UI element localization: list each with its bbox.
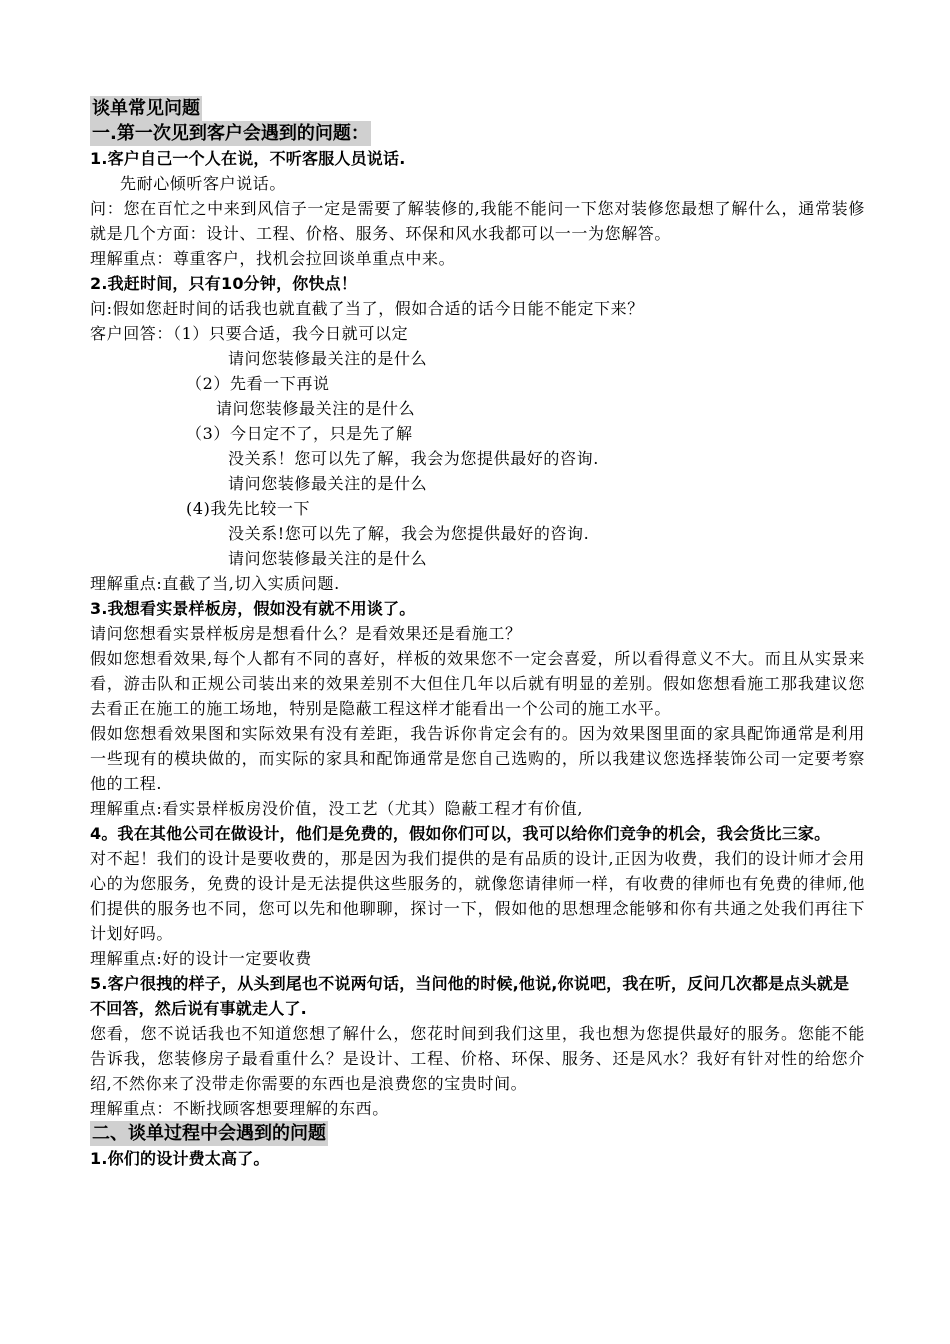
paragraph: 先耐心倾听客户说话。 — [120, 174, 287, 193]
section-2-question-1-title: 1.你们的设计费太高了。 — [90, 1149, 270, 1168]
document-title: 谈单常见问题 — [92, 98, 200, 119]
paragraph: 您看，您不说话我也不知道您想了解什么，您花时间到我们这里，我也想为您提供最好的服务。您能不能告诉我，您装修房子最看重什么？是设计、工程、价格、环保、服务、还是风水？我好有针对性的给您介绍,不然你来了没带走你需要的东西也是浪费您的宝贵时间。 — [90, 1024, 865, 1093]
paragraph: 假如您想看效果图和实际效果有没有差距，我告诉你肯定会有的。因为效果图里面的家具配饰通常是利用一些现有的模块做的，而实际的家具和配饰通常是您自己选购的，所以我建议您选择装饰公司一定要考察他的工程. — [90, 724, 865, 793]
key-point: 理解重点：尊重客户，找机会拉回谈单重点中来。 — [90, 249, 456, 268]
answer-line: 没关系！您可以先了解，我会为您提供最好的咨询. — [228, 449, 599, 468]
paragraph: 假如您想看效果,每个人都有不同的喜好，样板的效果您不一定会喜爱，所以看得意义不大。而且从实景来看，游击队和正规公司装出来的效果差别不大但住几年以后就有明显的差别。假如您想看施工那我建议您去看正在施工的施工场地，特别是隐蔽工程这样才能看出一个公司的施工水平。 — [90, 649, 865, 718]
question-3-title: 3.我想看实景样板房，假如没有就不用谈了。 — [90, 599, 416, 618]
question-2-title: 2.我赶时间，只有10分钟，你快点！ — [90, 274, 358, 293]
answer-line: 请问您装修最关注的是什么 — [228, 549, 428, 568]
section-1-heading: 一.第一次见到客户会遇到的问题： — [92, 123, 369, 144]
paragraph: 问：您在百忙之中来到风信子一定是需要了解装修的,我能不能问一下您对装修您最想了解什么，通常装修就是几个方面：设计、工程、价格、服务、环保和风水我都可以一一为您解答。 — [90, 199, 865, 243]
answer-line: 请问您装修最关注的是什么 — [228, 349, 428, 368]
key-point: 理解重点:好的设计一定要收费 — [90, 949, 312, 968]
key-point: 理解重点:看实景样板房没价值，没工艺（尤其）隐蔽工程才有价值, — [90, 799, 584, 818]
paragraph: 对不起！我们的设计是要收费的，那是因为我们提供的是有品质的设计,正因为收费，我们的设计师才会用心的为您服务，免费的设计是无法提供这些服务的，就像您请律师一样，有收费的律师也有免费的律师,他们提供的服务也不同，您可以先和他聊聊，探讨一下，假如他的思想理念能够和你有共通之处我们再往下计划好吗。 — [90, 849, 865, 943]
answer-option: (4)我先比较一下 — [186, 499, 311, 518]
customer-answer: 客户回答：（1）只要合适，我今日就可以定 — [90, 324, 409, 343]
key-point: 理解重点：不断找顾客想要理解的东西。 — [90, 1099, 389, 1118]
section-2-heading: 二、谈单过程中会遇到的问题 — [92, 1123, 326, 1144]
document-body — [90, 96, 865, 1171]
paragraph: 问:假如您赶时间的话我也就直截了当了，假如合适的话今日能不能定下来？ — [90, 299, 644, 318]
answer-option: （2）先看一下再说 — [186, 374, 330, 393]
answer-line: 请问您装修最关注的是什么 — [228, 474, 428, 493]
answer-option: （3）今日定不了，只是先了解 — [186, 424, 413, 443]
answer-line: 没关系!您可以先了解，我会为您提供最好的咨询. — [228, 524, 590, 543]
question-4-title: 4。我在其他公司在做设计，他们是免费的，假如你们可以，我可以给你们竞争的机会，我会货比三家。 — [90, 824, 831, 843]
key-point: 理解重点:直截了当,切入实质问题. — [90, 574, 340, 593]
question-5-title: 5.客户很拽的样子，从头到尾也不说两句话，当问他的时候,他说,你说吧，我在听，反问几次都是点头就是不回答，然后说有事就走人了. — [90, 974, 850, 1018]
answer-line: 请问您装修最关注的是什么 — [216, 399, 416, 418]
question-1-title: 1.客户自己一个人在说，不听客服人员说话. — [90, 149, 406, 168]
paragraph: 请问您想看实景样板房是想看什么？是看效果还是看施工？ — [90, 624, 522, 643]
